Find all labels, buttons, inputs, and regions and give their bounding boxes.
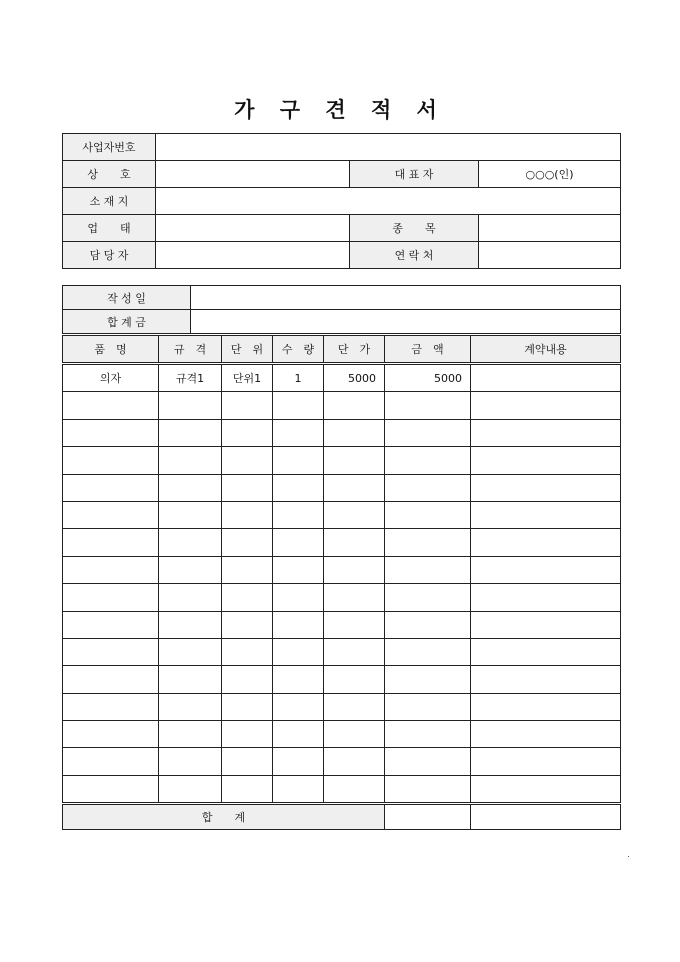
quantity-cell[interactable] (273, 693, 324, 720)
amount-cell[interactable] (385, 447, 471, 474)
total-contract-cell[interactable] (471, 804, 621, 830)
item-name-cell[interactable] (63, 556, 159, 583)
biz-no-value[interactable] (156, 134, 621, 161)
manager-value[interactable] (156, 242, 350, 269)
table-row (63, 556, 621, 583)
table-row (63, 584, 621, 611)
spec-cell[interactable]: 규격1 (159, 364, 222, 392)
contract-cell[interactable] (471, 447, 621, 474)
contract-cell[interactable] (471, 556, 621, 583)
header-unit-price: 단 가 (324, 336, 385, 364)
quantity-cell[interactable] (273, 474, 324, 501)
contract-cell[interactable] (471, 419, 621, 446)
contract-cell[interactable] (471, 364, 621, 392)
items-header-row (63, 336, 621, 364)
unit-price-cell[interactable] (324, 611, 385, 638)
quantity-cell[interactable] (273, 775, 324, 803)
amount-cell[interactable] (385, 501, 471, 528)
item-name-cell[interactable] (63, 529, 159, 556)
spec-cell[interactable] (159, 748, 222, 775)
unit-price-cell[interactable] (324, 556, 385, 583)
table-row (63, 611, 621, 638)
unit-price-cell[interactable]: 5000 (324, 364, 385, 392)
table-row (63, 501, 621, 528)
contract-cell[interactable] (471, 666, 621, 693)
biz-no-label: 사업자번호 (63, 134, 156, 161)
unit-cell[interactable] (222, 611, 273, 638)
unit-price-cell[interactable] (324, 721, 385, 748)
header-quantity: 수 량 (273, 336, 324, 364)
unit-price-cell[interactable] (324, 474, 385, 501)
item-name-cell[interactable]: 의자 (63, 364, 159, 392)
spec-cell[interactable] (159, 775, 222, 803)
quantity-cell[interactable] (273, 392, 324, 419)
unit-price-cell[interactable] (324, 529, 385, 556)
item-name-cell[interactable] (63, 419, 159, 446)
unit-cell[interactable] (222, 584, 273, 611)
contract-cell[interactable] (471, 721, 621, 748)
spec-cell[interactable] (159, 501, 222, 528)
contract-cell[interactable] (471, 693, 621, 720)
spec-cell[interactable] (159, 556, 222, 583)
quantity-cell[interactable] (273, 529, 324, 556)
unit-cell[interactable] (222, 775, 273, 803)
amount-cell[interactable] (385, 693, 471, 720)
unit-cell[interactable] (222, 419, 273, 446)
contract-cell[interactable] (471, 611, 621, 638)
amount-cell[interactable] (385, 775, 471, 803)
quantity-cell[interactable]: 1 (273, 364, 324, 392)
spec-cell[interactable] (159, 419, 222, 446)
spec-cell[interactable] (159, 392, 222, 419)
amount-cell[interactable]: 5000 (385, 364, 471, 392)
quantity-cell[interactable] (273, 666, 324, 693)
unit-price-cell[interactable] (324, 501, 385, 528)
total-amount-value[interactable] (191, 310, 621, 334)
table-row (63, 364, 621, 392)
representative-value[interactable]: ○○○(인) (479, 161, 621, 188)
table-row (63, 638, 621, 665)
item-name-cell[interactable] (63, 721, 159, 748)
contract-cell[interactable] (471, 501, 621, 528)
quantity-cell[interactable] (273, 584, 324, 611)
quantity-cell[interactable] (273, 447, 324, 474)
quantity-cell[interactable] (273, 721, 324, 748)
item-name-cell[interactable] (63, 638, 159, 665)
spec-cell[interactable] (159, 474, 222, 501)
item-name-cell[interactable] (63, 611, 159, 638)
item-name-cell[interactable] (63, 666, 159, 693)
address-value[interactable] (156, 188, 621, 215)
unit-cell[interactable] (222, 392, 273, 419)
contract-cell[interactable] (471, 392, 621, 419)
unit-cell[interactable] (222, 693, 273, 720)
business-type-value[interactable] (156, 215, 350, 242)
spec-cell[interactable] (159, 638, 222, 665)
unit-price-cell[interactable] (324, 584, 385, 611)
total-row (63, 804, 621, 830)
table-row (63, 529, 621, 556)
amount-cell[interactable] (385, 584, 471, 611)
unit-price-cell[interactable] (324, 419, 385, 446)
manager-label: 담 당 자 (63, 242, 156, 269)
item-name-cell[interactable] (63, 775, 159, 803)
header-spec: 규 격 (159, 336, 222, 364)
business-item-label: 종 목 (350, 215, 479, 242)
table-row (63, 447, 621, 474)
unit-cell[interactable] (222, 529, 273, 556)
table-row (63, 392, 621, 419)
representative-label: 대 표 자 (350, 161, 479, 188)
unit-price-cell[interactable] (324, 447, 385, 474)
header-unit: 단 위 (222, 336, 273, 364)
unit-price-cell[interactable] (324, 666, 385, 693)
item-name-cell[interactable] (63, 693, 159, 720)
quantity-cell[interactable] (273, 556, 324, 583)
unit-cell[interactable] (222, 638, 273, 665)
spec-cell[interactable] (159, 529, 222, 556)
amount-cell[interactable] (385, 666, 471, 693)
item-name-cell[interactable] (63, 584, 159, 611)
amount-cell[interactable] (385, 611, 471, 638)
unit-price-cell[interactable] (324, 392, 385, 419)
unit-price-cell[interactable] (324, 748, 385, 775)
quantity-cell[interactable] (273, 419, 324, 446)
item-name-cell[interactable] (63, 748, 159, 775)
unit-cell[interactable] (222, 748, 273, 775)
unit-cell[interactable] (222, 474, 273, 501)
amount-cell[interactable] (385, 638, 471, 665)
unit-cell[interactable] (222, 666, 273, 693)
unit-cell[interactable] (222, 501, 273, 528)
contract-cell[interactable] (471, 638, 621, 665)
table-row (63, 693, 621, 720)
amount-cell[interactable] (385, 419, 471, 446)
table-row (63, 775, 621, 803)
table-row (63, 419, 621, 446)
contract-cell[interactable] (471, 474, 621, 501)
unit-cell[interactable] (222, 447, 273, 474)
amount-cell[interactable] (385, 556, 471, 583)
estimate-meta-table (62, 285, 621, 334)
table-row (63, 474, 621, 501)
amount-cell[interactable] (385, 392, 471, 419)
total-amount-label: 합 계 금 (63, 310, 191, 334)
table-row (63, 748, 621, 775)
contact-label: 연 락 처 (350, 242, 479, 269)
item-name-cell[interactable] (63, 501, 159, 528)
amount-cell[interactable] (385, 748, 471, 775)
company-info-table (62, 133, 621, 269)
company-name-label: 상 호 (63, 161, 156, 188)
business-item-value[interactable] (479, 215, 621, 242)
item-name-cell[interactable] (63, 474, 159, 501)
items-table (62, 335, 621, 830)
header-item-name: 품 명 (63, 336, 159, 364)
unit-price-cell[interactable] (324, 775, 385, 803)
unit-cell[interactable]: 단위1 (222, 364, 273, 392)
amount-cell[interactable] (385, 474, 471, 501)
contract-cell[interactable] (471, 529, 621, 556)
page-mark (628, 856, 629, 857)
spec-cell[interactable] (159, 693, 222, 720)
unit-price-cell[interactable] (324, 638, 385, 665)
spec-cell[interactable] (159, 447, 222, 474)
table-row (63, 666, 621, 693)
contract-cell[interactable] (471, 584, 621, 611)
spec-cell[interactable] (159, 721, 222, 748)
header-contract: 계약내용 (471, 336, 621, 364)
item-name-cell[interactable] (63, 447, 159, 474)
document-title: 가 구 견 적 서 (234, 98, 446, 122)
amount-cell[interactable] (385, 721, 471, 748)
amount-cell[interactable] (385, 529, 471, 556)
total-label: 합 계 (63, 804, 385, 830)
item-name-cell[interactable] (63, 392, 159, 419)
business-type-label: 업 태 (63, 215, 156, 242)
unit-cell[interactable] (222, 721, 273, 748)
header-amount: 금 액 (385, 336, 471, 364)
quantity-cell[interactable] (273, 638, 324, 665)
spec-cell[interactable] (159, 666, 222, 693)
quantity-cell[interactable] (273, 501, 324, 528)
date-value[interactable] (191, 286, 621, 310)
contract-cell[interactable] (471, 775, 621, 803)
spec-cell[interactable] (159, 584, 222, 611)
unit-price-cell[interactable] (324, 693, 385, 720)
spec-cell[interactable] (159, 611, 222, 638)
contract-cell[interactable] (471, 748, 621, 775)
total-amount-cell[interactable] (385, 804, 471, 830)
contact-value[interactable] (479, 242, 621, 269)
unit-cell[interactable] (222, 556, 273, 583)
company-name-value[interactable] (156, 161, 350, 188)
quantity-cell[interactable] (273, 748, 324, 775)
quantity-cell[interactable] (273, 611, 324, 638)
date-label: 작 성 일 (63, 286, 191, 310)
address-label: 소 재 지 (63, 188, 156, 215)
table-row (63, 721, 621, 748)
